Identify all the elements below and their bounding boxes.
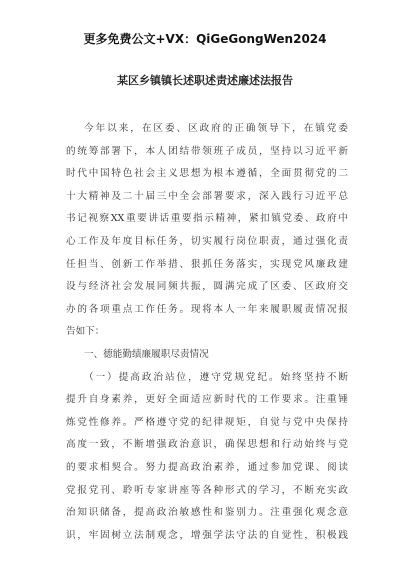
body-text-line: 高度一致，不断增强政治意识，确保思想和行动始终与党 xyxy=(66,439,348,451)
body-text-line: 今年以来，在区委、区政府的正确领导下，在镇党委 xyxy=(84,123,348,134)
body-text-line: 的要求相契合。努力提高政治素养，通过参加党课、阅读 xyxy=(66,462,348,473)
document-title: 某区乡镇镇长述职述责述廉述法报告 xyxy=(117,74,293,87)
body-text-line: 识，牢固树立法制观念，增强学法守法的自觉性，积极践 xyxy=(66,529,348,541)
body-text-line: 时代中国特色社会主义思想为根本遵循，全面贯彻党的二 xyxy=(66,168,348,180)
body-text-line: 书记视察XX重要讲话重要指示精神，紧扣镇党委、政府中 xyxy=(66,213,348,225)
body-text-line: 炼党性修养。严格遵守党的纪律规矩，自觉与党中央保持 xyxy=(66,416,348,428)
body-text-line: （一）提高政治站位，遵守党规党纪。始终坚持不断 xyxy=(84,371,348,383)
body-text-line: 设与经济社会发展同频共振，圆满完成了区委、区政府交 xyxy=(66,281,348,293)
section-heading: 一、德能勤绩廉履职尽责情况 xyxy=(84,349,209,360)
body-text-line: 任担当、创新工作举措、狠抓任务落实，实现党风廉政建 xyxy=(66,258,348,270)
body-text-line: 提升自身素养，更好全面适应新时代的工作要求。注重锤 xyxy=(66,394,348,406)
body-text-line: 告如下： xyxy=(66,326,105,338)
body-text-line: 的统筹部署下，本人团结带领班子成员，坚持以习近平新 xyxy=(66,145,348,157)
body-text-line: 治知识储备，提高政治敏感性和鉴别力。注重强化观念意 xyxy=(66,507,348,519)
watermark-header: 更多免费公文+VX：QiGeGongWen2024 xyxy=(83,32,327,46)
body-text-line: 党报党刊、聆听专家讲座等各种形式的学习，不断充实政 xyxy=(66,484,348,496)
body-text-line: 十大精神及二十届三中全会部署要求，深入践行习近平总 xyxy=(66,190,348,202)
body-text-line: 办的各项重点工作任务。现将本人一年来履职履责情况报 xyxy=(66,303,348,315)
body-text-line: 心工作及年度目标任务，切实履行岗位职责，通过强化责 xyxy=(66,236,348,247)
